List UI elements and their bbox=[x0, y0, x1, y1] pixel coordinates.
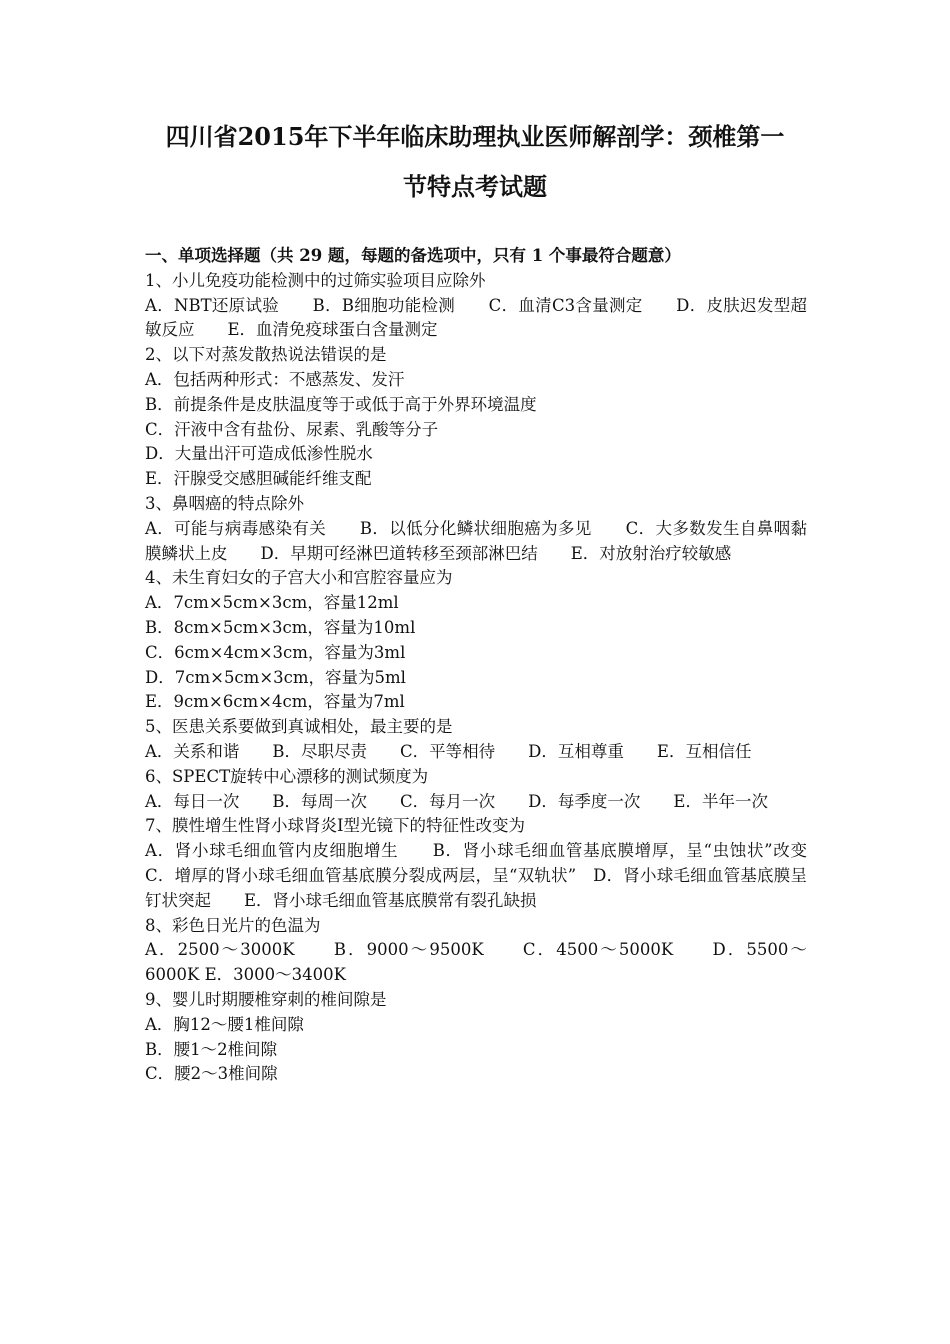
question-stem: 8、彩色日光片的色温为 bbox=[145, 915, 321, 935]
option-line: C．6cm×4cm×3cm，容量为3ml bbox=[145, 642, 406, 662]
title-line-2: 节特点考试题 bbox=[403, 172, 547, 201]
question-options: A．关系和谐 B．尽职尽责 C．平等相待 D．互相尊重 E．互相信任 bbox=[145, 741, 752, 761]
section-heading: 一、单项选择题（共 29 题，每题的备选项中，只有 1 个事最符合题意） bbox=[145, 246, 681, 265]
option-line: B．腰1～2椎间隙 bbox=[145, 1039, 278, 1059]
question-7 bbox=[145, 814, 840, 913]
question-9 bbox=[145, 988, 807, 1087]
option-line: B．8cm×5cm×3cm，容量为10ml bbox=[145, 617, 416, 637]
document-body bbox=[145, 244, 840, 1087]
option-line: A．7cm×5cm×3cm，容量12ml bbox=[145, 593, 399, 613]
option-line: C．汗液中含有盐份、尿素、乳酸等分子 bbox=[145, 419, 439, 439]
question-stem: 2、以下对蒸发散热说法错误的是 bbox=[145, 345, 387, 365]
question-stem: 9、婴儿时期腰椎穿刺的椎间隙是 bbox=[145, 989, 387, 1009]
question-8 bbox=[145, 914, 807, 988]
option-line: D．大量出汗可造成低渗性脱水 bbox=[145, 444, 373, 464]
question-1 bbox=[145, 269, 807, 343]
option-line: B．前提条件是皮肤温度等于或低于高于外界环境温度 bbox=[145, 394, 537, 414]
option-line: D．7cm×5cm×3cm，容量为5ml bbox=[145, 667, 406, 687]
question-3 bbox=[145, 492, 807, 566]
question-stem: 4、未生育妇女的子宫大小和宫腔容量应为 bbox=[145, 568, 453, 588]
option-line: C．腰2～3椎间隙 bbox=[145, 1064, 278, 1084]
question-stem: 1、小儿免疫功能检测中的过筛实验项目应除外 bbox=[145, 270, 486, 290]
option-line: A．胸12～腰1椎间隙 bbox=[145, 1014, 304, 1034]
question-options: A．可能与病毒感染有关 B．以低分化鳞状细胞癌为多见 C．大多数发生自鼻咽黏膜鳞状上皮 D．早期可经淋巴道转移至颈部淋巴结 E．对放射治疗较敏感 bbox=[145, 518, 807, 563]
question-options: A．2500～3000K B．9000～9500K C．4500～5000K D．5500～6000K E．3000～3400K bbox=[145, 940, 807, 985]
option-line: E．汗腺受交感胆碱能纤维支配 bbox=[145, 469, 372, 489]
question-5 bbox=[145, 715, 807, 765]
question-6 bbox=[145, 765, 807, 815]
question-stem: 5、医患关系要做到真诚相处，最主要的是 bbox=[145, 717, 453, 737]
question-options: A．每日一次 B．每周一次 C．每月一次 D．每季度一次 E．半年一次 bbox=[145, 791, 768, 811]
question-2 bbox=[145, 343, 807, 492]
document-title bbox=[145, 112, 805, 212]
question-stem: 3、鼻咽癌的特点除外 bbox=[145, 493, 304, 513]
question-options: A．肾小球毛细血管内皮细胞增生 B．肾小球毛细血管基底膜增厚，呈“虫蚀状”改变 C．增厚的肾小球毛细血管基底膜分裂成两层，呈“双轨状” D．肾小球毛细血管基底膜呈钉状突起 E．肾小球毛细血管基底膜常有裂孔缺损 bbox=[145, 841, 840, 910]
option-line: E．9cm×6cm×4cm，容量为7ml bbox=[145, 692, 405, 712]
question-stem: 6、SPECT旋转中心漂移的测试频度为 bbox=[145, 766, 429, 786]
title-line-1: 四川省2015年下半年临床助理执业医师解剖学：颈椎第一 bbox=[165, 122, 785, 151]
question-stem: 7、膜性增生性肾小球肾炎Ⅰ型光镜下的特征性改变为 bbox=[145, 816, 526, 836]
question-4 bbox=[145, 566, 807, 715]
question-options: A．NBT还原试验 B．B细胞功能检测 C．血清C3含量测定 D．皮肤迟发型超敏反应 E．血清免疫球蛋白含量测定 bbox=[145, 295, 807, 340]
option-line: A．包括两种形式：不感蒸发、发汗 bbox=[145, 369, 405, 389]
